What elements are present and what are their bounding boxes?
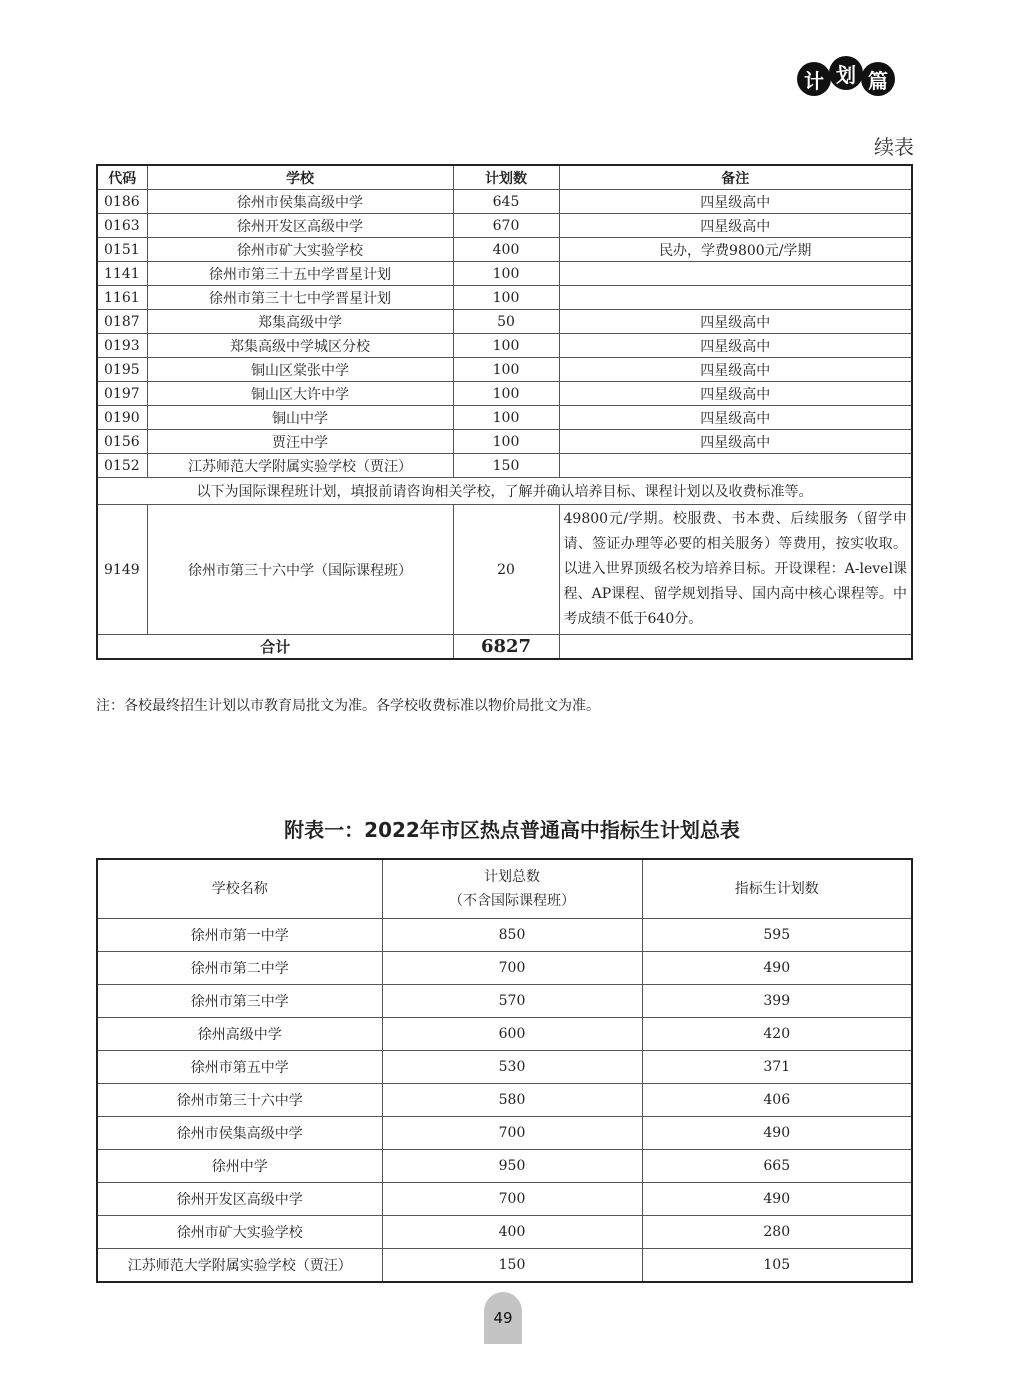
quota-summary-table: [96, 858, 913, 1283]
school-name: 郑集高级中学城区分校: [147, 334, 453, 358]
table-row: [97, 262, 912, 286]
plan-count: 100: [453, 382, 559, 406]
table-row: [97, 1183, 912, 1216]
school-note: [559, 262, 912, 286]
plan-count: 100: [453, 430, 559, 454]
continued-label: 续表: [874, 135, 914, 159]
quota-count: 490: [642, 952, 912, 985]
school-name: 徐州市侯集高级中学: [97, 1117, 382, 1150]
quota-count: 280: [642, 1216, 912, 1249]
table-row: [97, 238, 912, 262]
plan-total: 400: [382, 1216, 642, 1249]
header-plan: 计划数: [453, 165, 559, 190]
school-name: 江苏师范大学附属实验学校（贾汪）: [147, 454, 453, 478]
total-value: 6827: [453, 635, 559, 660]
table-header-row: [97, 859, 912, 919]
plan-count: 100: [453, 358, 559, 382]
logo-char: 篇: [861, 62, 895, 96]
table-row: [97, 190, 912, 214]
quota-count: 406: [642, 1084, 912, 1117]
plan-total: 700: [382, 1183, 642, 1216]
plan-count: 670: [453, 214, 559, 238]
school-code: 0195: [97, 358, 147, 382]
school-note: 四星级高中: [559, 310, 912, 334]
plan-total: 530: [382, 1051, 642, 1084]
quota-count: 105: [642, 1249, 912, 1283]
school-name: 徐州市第三十五中学晋星计划: [147, 262, 453, 286]
intl-notice-row: [97, 478, 912, 505]
table-row: [97, 214, 912, 238]
quota-count: 420: [642, 1018, 912, 1051]
table-row: [97, 919, 912, 952]
school-name: 铜山中学: [147, 406, 453, 430]
school-note: 四星级高中: [559, 190, 912, 214]
table-row: [97, 1117, 912, 1150]
header-note: 备注: [559, 165, 912, 190]
header-school-name: 学校名称: [97, 859, 382, 919]
section-logo: [797, 62, 893, 96]
plan-count: 100: [453, 406, 559, 430]
plan-count: 645: [453, 190, 559, 214]
header-total-line1: 计划总数: [484, 869, 540, 885]
school-code: 0163: [97, 214, 147, 238]
school-name: 徐州市第一中学: [97, 919, 382, 952]
school-name: 徐州市第三十六中学（国际课程班）: [147, 505, 453, 635]
plan-count: 100: [453, 286, 559, 310]
school-note: 民办，学费9800元/学期: [559, 238, 912, 262]
quota-count: 665: [642, 1150, 912, 1183]
header-quota: 指标生计划数: [642, 859, 912, 919]
table-row: [97, 310, 912, 334]
table-row: [97, 1216, 912, 1249]
plan-total: 600: [382, 1018, 642, 1051]
school-note: [559, 286, 912, 310]
quota-count: 595: [642, 919, 912, 952]
quota-count: 490: [642, 1117, 912, 1150]
school-name: 徐州市矿大实验学校: [147, 238, 453, 262]
logo-char: 计: [797, 62, 831, 96]
school-name: 铜山区大许中学: [147, 382, 453, 406]
school-note: 四星级高中: [559, 214, 912, 238]
plan-total: 580: [382, 1084, 642, 1117]
school-name: 郑集高级中学: [147, 310, 453, 334]
school-code: 0151: [97, 238, 147, 262]
plan-count: 20: [453, 505, 559, 635]
intl-notice: 以下为国际课程班计划，填报前请咨询相关学校，了解并确认培养目标、课程计划以及收费标准等。: [97, 478, 912, 505]
plan-count: 100: [453, 262, 559, 286]
school-name: 徐州中学: [97, 1150, 382, 1183]
table-row: [97, 1018, 912, 1051]
table-row: [97, 952, 912, 985]
school-code: 0156: [97, 430, 147, 454]
quota-count: 371: [642, 1051, 912, 1084]
school-name: 徐州市第三十七中学晋星计划: [147, 286, 453, 310]
table-row: [97, 286, 912, 310]
plan-total: 950: [382, 1150, 642, 1183]
plan-total: 570: [382, 985, 642, 1018]
table-row: [97, 382, 912, 406]
school-name: 徐州开发区高级中学: [97, 1183, 382, 1216]
table-row: [97, 406, 912, 430]
school-name: 徐州市第二中学: [97, 952, 382, 985]
school-name: 铜山区棠张中学: [147, 358, 453, 382]
school-note: 49800元/学期。校服费、书本费、后续服务（留学申请、签证办理等必要的相关服务）等费用，按实收取。以进入世界顶级名校为培养目标。开设课程：A-level课程、AP课程、留学规划指导、国内高中核心课程等。中考成绩不低于640分。: [559, 505, 912, 635]
appendix-title: 附表一：2022年市区热点普通高中指标生计划总表: [284, 818, 740, 842]
plan-total: 700: [382, 952, 642, 985]
school-name: 徐州开发区高级中学: [147, 214, 453, 238]
table-header-row: [97, 165, 912, 190]
quota-count: 399: [642, 985, 912, 1018]
table-row: [97, 1084, 912, 1117]
table-row: [97, 358, 912, 382]
school-code: 0193: [97, 334, 147, 358]
school-note: 四星级高中: [559, 334, 912, 358]
footnote: 注：各校最终招生计划以市教育局批文为准。各学校收费标准以物价局批文为准。: [96, 698, 600, 714]
table-row: [97, 334, 912, 358]
school-note: [559, 454, 912, 478]
school-code: 0190: [97, 406, 147, 430]
enrollment-plan-table: [96, 164, 913, 660]
school-name: 徐州市第三中学: [97, 985, 382, 1018]
school-note: 四星级高中: [559, 406, 912, 430]
table-row: [97, 454, 912, 478]
school-code: 1141: [97, 262, 147, 286]
school-code: 0186: [97, 190, 147, 214]
school-note: 四星级高中: [559, 430, 912, 454]
table-row: [97, 430, 912, 454]
table-row: [97, 1150, 912, 1183]
school-code: 0187: [97, 310, 147, 334]
plan-total: 150: [382, 1249, 642, 1283]
plan-count: 50: [453, 310, 559, 334]
header-code: 代码: [97, 165, 147, 190]
school-code: 0152: [97, 454, 147, 478]
school-name: 徐州市侯集高级中学: [147, 190, 453, 214]
plan-count: 150: [453, 454, 559, 478]
table-row: [97, 985, 912, 1018]
plan-total: 700: [382, 1117, 642, 1150]
total-row: [97, 635, 912, 660]
plan-count: 100: [453, 334, 559, 358]
table-row: [97, 1249, 912, 1283]
school-name: 江苏师范大学附属实验学校（贾汪）: [97, 1249, 382, 1283]
plan-total: 850: [382, 919, 642, 952]
table-row: [97, 505, 912, 635]
school-code: 0197: [97, 382, 147, 406]
school-note: 四星级高中: [559, 382, 912, 406]
header-total-plan: [382, 859, 642, 919]
header-total-line2: （不含国际课程班）: [449, 893, 575, 909]
header-school: 学校: [147, 165, 453, 190]
school-name: 徐州市第三十六中学: [97, 1084, 382, 1117]
table-row: [97, 1051, 912, 1084]
page-number: 49: [484, 1292, 522, 1344]
quota-count: 490: [642, 1183, 912, 1216]
school-note: 四星级高中: [559, 358, 912, 382]
school-name: 徐州市矿大实验学校: [97, 1216, 382, 1249]
school-name: 贾汪中学: [147, 430, 453, 454]
school-code: 9149: [97, 505, 147, 635]
school-code: 1161: [97, 286, 147, 310]
total-note-empty: [559, 635, 912, 660]
school-name: 徐州高级中学: [97, 1018, 382, 1051]
total-label: 合计: [97, 635, 453, 660]
school-name: 徐州市第五中学: [97, 1051, 382, 1084]
plan-count: 400: [453, 238, 559, 262]
logo-char: 划: [829, 56, 863, 90]
